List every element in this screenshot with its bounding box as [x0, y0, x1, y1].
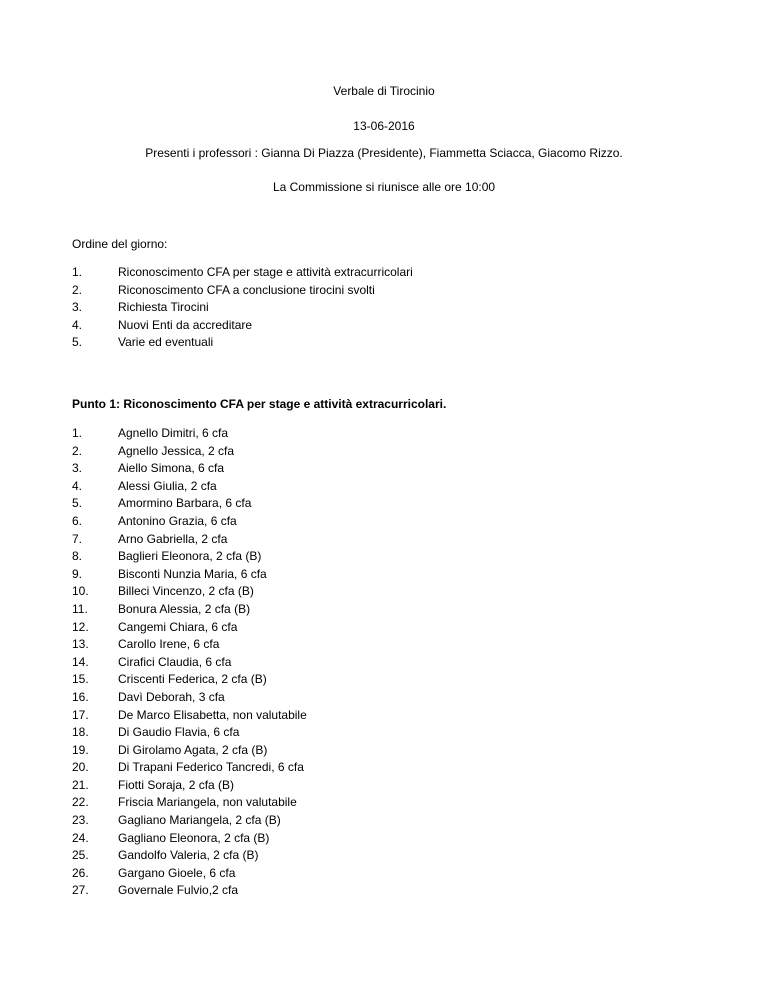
student-item	[72, 724, 307, 742]
student-item	[72, 531, 307, 549]
student-item	[72, 583, 307, 601]
student-item	[72, 425, 307, 443]
section-title: Punto 1: Riconoscimento CFA per stage e attività extracurricolari.	[72, 397, 447, 411]
list-item-text: Riconoscimento CFA per stage e attività extracurricolari	[118, 265, 413, 279]
list-item-text: Fiotti Soraja, 2 cfa (B)	[118, 777, 235, 792]
agenda-item	[72, 299, 413, 317]
list-item-text: Gandolfo Valeria, 2 cfa (B)	[118, 848, 259, 863]
agenda-heading: Ordine del giorno:	[72, 237, 168, 251]
list-item-text: Aiello Simona, 6 cfa	[118, 461, 225, 476]
list-item-text: De Marco Elisabetta, non valutabile	[118, 707, 307, 722]
list-item-number: 5.	[72, 496, 83, 511]
list-item-number: 22.	[72, 795, 89, 810]
student-item	[72, 654, 307, 672]
student-item	[72, 865, 307, 883]
list-item-text: Carollo Irene, 6 cfa	[118, 637, 220, 652]
list-item-text: Agnello Dimitri, 6 cfa	[118, 426, 229, 440]
list-item-number: 4.	[72, 478, 83, 493]
student-item	[72, 460, 307, 478]
student-list	[72, 425, 307, 900]
list-item-text: Alessi Giulia, 2 cfa	[118, 478, 217, 493]
list-item-text: Nuovi Enti da accreditare	[118, 317, 253, 332]
list-item-text: Amormino Barbara, 6 cfa	[118, 496, 252, 511]
student-item	[72, 548, 307, 566]
list-item-text: Baglieri Eleonora, 2 cfa (B)	[118, 549, 262, 564]
student-item	[72, 513, 307, 531]
list-item-number: 27.	[72, 883, 89, 898]
student-item	[72, 830, 307, 848]
student-item	[72, 689, 307, 707]
student-item	[72, 495, 307, 513]
student-item	[72, 478, 307, 496]
document-title: Verbale di Tirocinio	[333, 84, 435, 98]
list-item-text: Richiesta Tirocini	[118, 300, 209, 315]
list-item-number: 3.	[72, 300, 83, 315]
student-item	[72, 847, 307, 865]
list-item-number: 15.	[72, 672, 89, 687]
list-item-text: Cirafici Claudia, 6 cfa	[118, 654, 232, 669]
list-item-number: 6.	[72, 513, 83, 528]
list-item-text: Riconoscimento CFA a conclusione tirocini svolti	[118, 282, 375, 297]
list-item-text: Governale Fulvio,2 cfa	[118, 883, 239, 898]
agenda-item	[72, 282, 413, 300]
list-item-text: Friscia Mariangela, non valutabile	[118, 795, 297, 810]
student-item	[72, 812, 307, 830]
student-item	[72, 601, 307, 619]
student-item	[72, 882, 307, 900]
list-item-text: Cangemi Chiara, 6 cfa	[118, 619, 238, 634]
student-item	[72, 566, 307, 584]
student-item	[72, 777, 307, 795]
list-item-number: 5.	[72, 335, 83, 350]
list-item-number: 1.	[72, 426, 83, 440]
list-item-number: 23.	[72, 813, 89, 828]
list-item-number: 9.	[72, 566, 83, 581]
list-item-text: Agnello Jessica, 2 cfa	[118, 443, 235, 458]
list-item-number: 4.	[72, 317, 83, 332]
list-item-number: 21.	[72, 777, 89, 792]
list-item-text: Varie ed eventuali	[118, 335, 214, 350]
list-item-number: 2.	[72, 443, 83, 458]
list-item-text: Criscenti Federica, 2 cfa (B)	[118, 672, 267, 687]
attendees-line: Presenti i professori : Gianna Di Piazza (Presidente), Fiammetta Sciacca, Giacomo Rizzo.	[145, 146, 623, 160]
student-item	[72, 742, 307, 760]
list-item-number: 17.	[72, 707, 89, 722]
list-item-text: Bonura Alessia, 2 cfa (B)	[118, 601, 251, 616]
list-item-number: 18.	[72, 725, 89, 740]
list-item-text: Billeci Vincenzo, 2 cfa (B)	[118, 584, 254, 599]
meeting-time-line: La Commissione si riunisce alle ore 10:00	[272, 180, 496, 194]
list-item-text: Arno Gabriella, 2 cfa	[118, 531, 228, 546]
list-item-number: 10.	[72, 584, 89, 599]
list-item-text: Antonino Grazia, 6 cfa	[118, 513, 237, 528]
student-item	[72, 636, 307, 654]
list-item-text: Di Gaudio Flavia, 6 cfa	[118, 725, 240, 740]
list-item-text: Gagliano Eleonora, 2 cfa (B)	[118, 830, 270, 845]
list-item-number: 16.	[72, 689, 89, 704]
list-item-text: Gargano Gioele, 6 cfa	[118, 865, 236, 880]
list-item-number: 11.	[72, 601, 88, 616]
list-item-number: 24.	[72, 830, 89, 845]
student-item	[72, 707, 307, 725]
list-item-number: 14.	[72, 654, 89, 669]
agenda-item	[72, 334, 413, 352]
student-item	[72, 794, 307, 812]
list-item-number: 26.	[72, 865, 89, 880]
list-item-number: 25.	[72, 848, 89, 863]
list-item-number: 2.	[72, 282, 83, 297]
agenda-item	[72, 264, 413, 282]
list-item-number: 1.	[72, 265, 83, 279]
list-item-number: 19.	[72, 742, 89, 757]
list-item-number: 7.	[72, 531, 83, 546]
list-item-number: 8.	[72, 549, 83, 564]
student-item	[72, 759, 307, 777]
list-item-text: Gagliano Mariangela, 2 cfa (B)	[118, 813, 281, 828]
list-item-number: 13.	[72, 637, 89, 652]
agenda-item	[72, 317, 413, 335]
student-item	[72, 619, 307, 637]
list-item-number: 12.	[72, 619, 89, 634]
agenda-list	[72, 264, 413, 352]
document-date: 13-06-2016	[353, 119, 415, 133]
list-item-number: 3.	[72, 461, 83, 476]
list-item-text: Davì Deborah, 3 cfa	[118, 689, 225, 704]
student-item	[72, 671, 307, 689]
list-item-text: Di Girolamo Agata, 2 cfa (B)	[118, 742, 268, 757]
list-item-text: Di Trapani Federico Tancredi, 6 cfa	[118, 760, 304, 775]
list-item-number: 20.	[72, 760, 89, 775]
list-item-text: Bisconti Nunzia Maria, 6 cfa	[118, 566, 267, 581]
student-item	[72, 443, 307, 461]
